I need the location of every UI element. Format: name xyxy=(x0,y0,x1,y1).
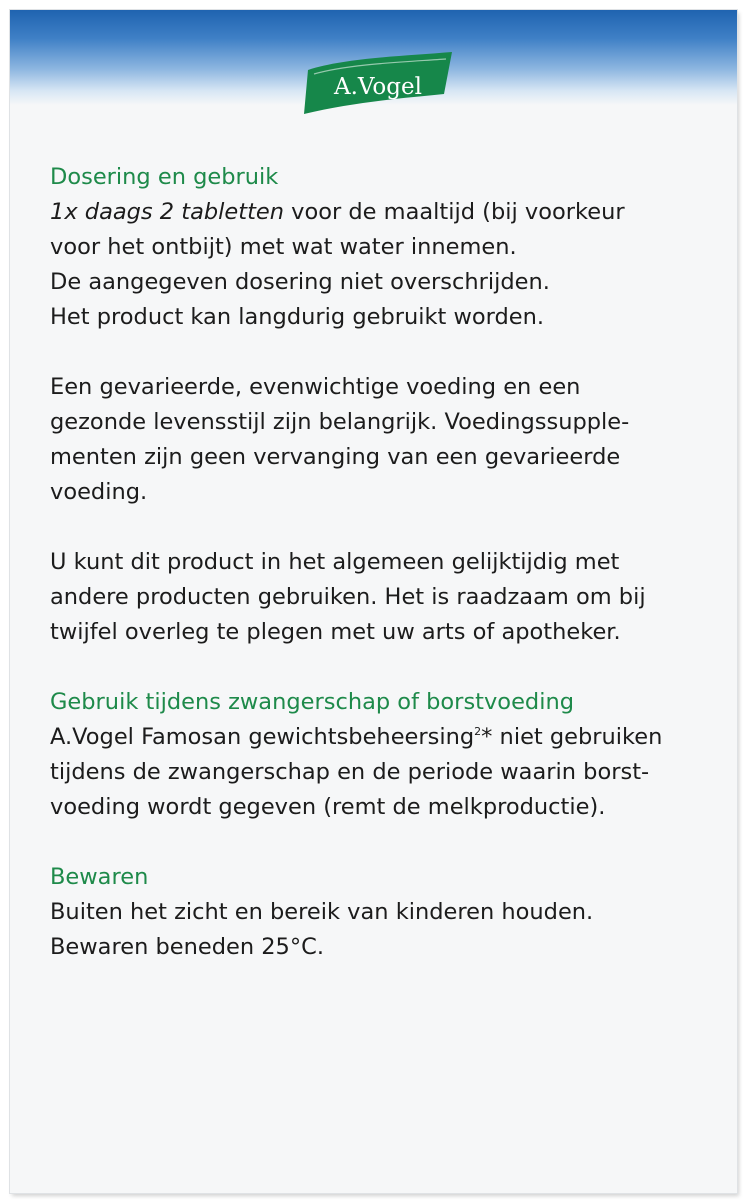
dosering-line-1-rest: voor de maaltijd (bij voorkeur xyxy=(284,199,625,225)
dosering-line-3: De aangegeven dosering niet overschrijden. xyxy=(50,269,550,295)
voeding-line-4: voeding. xyxy=(50,479,148,505)
zwangerschap-line-3: voeding wordt gegeven (remt de melkproductie). xyxy=(50,794,606,820)
dosage-italic: 1x daags 2 tabletten xyxy=(50,199,284,225)
footnote-marker: 2 xyxy=(474,725,482,738)
svg-text:A.Vogel: A.Vogel xyxy=(334,74,422,100)
leaflet-text xyxy=(50,160,730,965)
advies-line-3: twijfel overleg te plegen met uw arts of apotheker. xyxy=(50,619,621,645)
voeding-line-3: menten zijn geen vervanging van een gevarieerde xyxy=(50,444,621,470)
bewaren-line-2: Bewaren beneden 25°C. xyxy=(50,934,324,960)
voeding-line-1: Een gevarieerde, evenwichtige voeding en een xyxy=(50,374,581,400)
zwangerschap-line-2: tijdens de zwangerschap en de periode waarin borst- xyxy=(50,759,650,785)
avogel-logo xyxy=(304,52,454,114)
voeding-line-2: gezonde levensstijl zijn belangrijk. Voedingssupple- xyxy=(50,409,630,435)
section-heading-zwangerschap: Gebruik tijdens zwangerschap of borstvoeding xyxy=(50,689,574,715)
section-heading-dosering: Dosering en gebruik xyxy=(50,164,279,190)
dosering-line-4: Het product kan langdurig gebruikt worden. xyxy=(50,304,545,330)
advies-line-2: andere producten gebruiken. Het is raadzaam om bij xyxy=(50,584,646,610)
zwangerschap-line-1-pre: A.Vogel Famosan gewichtsbeheersing xyxy=(50,724,475,750)
dosering-line-1 xyxy=(50,195,730,230)
zwangerschap-line-1 xyxy=(50,720,730,755)
leaflet-panel xyxy=(10,10,737,1193)
bewaren-line-1: Buiten het zicht en bereik van kinderen houden. xyxy=(50,899,594,925)
dosering-line-2: voor het ontbijt) met wat water innemen. xyxy=(50,234,517,260)
advies-line-1: U kunt dit product in het algemeen gelijktijdig met xyxy=(50,549,620,575)
zwangerschap-line-1-post: * niet gebruiken xyxy=(481,724,663,750)
section-heading-bewaren: Bewaren xyxy=(50,864,149,890)
